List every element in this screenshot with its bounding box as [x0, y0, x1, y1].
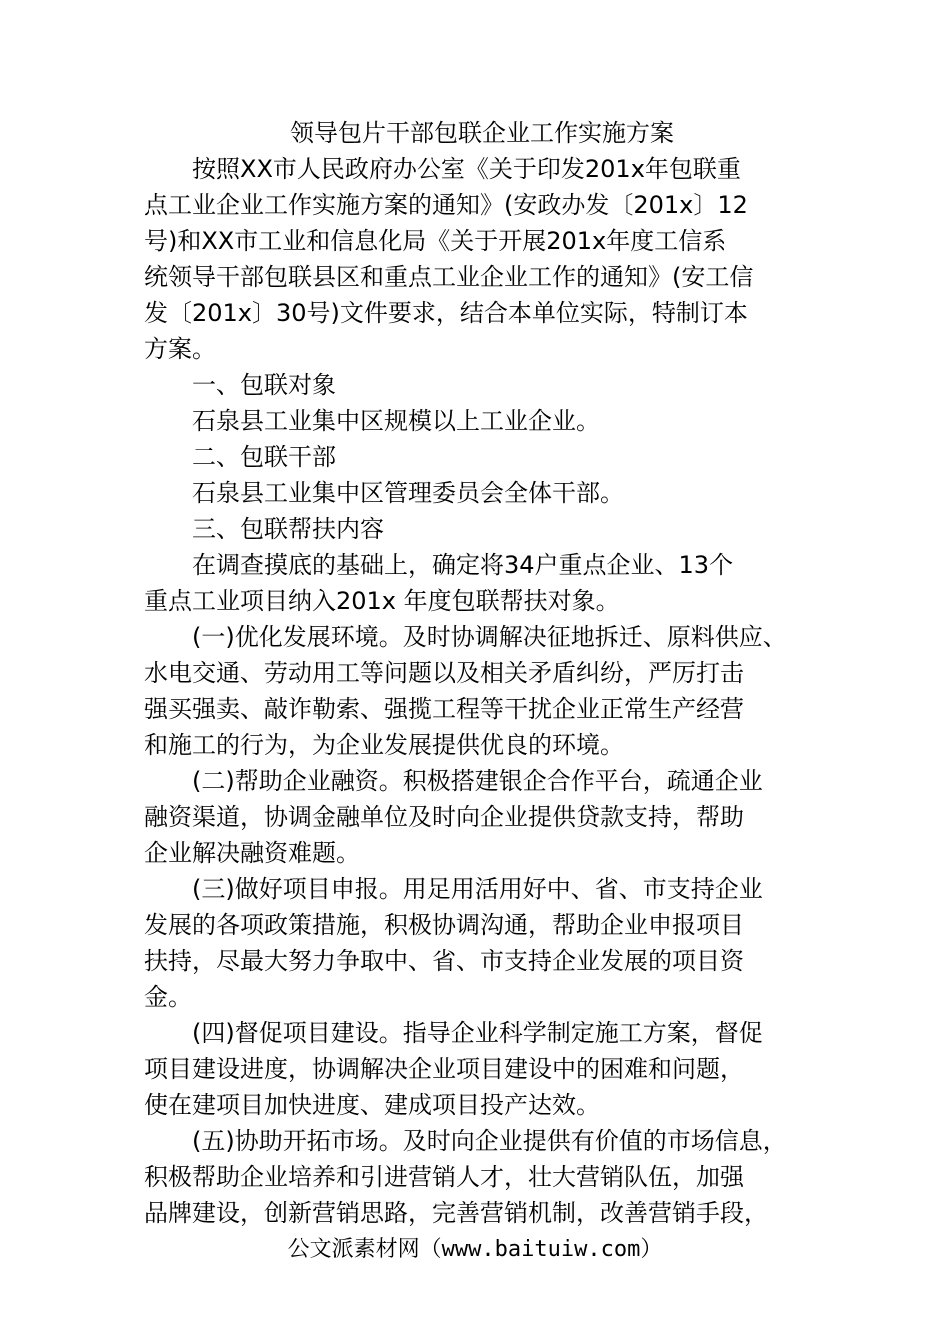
text-line: 融资渠道，协调金融单位及时向企业提供贷款支持，帮助 [144, 803, 744, 831]
footer-label: 公文派素材网 [287, 1237, 420, 1262]
text-line: 积极帮助企业培养和引进营销人才，壮大营销队伍，加强 [144, 1163, 744, 1191]
document-body [144, 115, 824, 1231]
item-5-paragraph [144, 1123, 824, 1231]
text-line: 强买强卖、敲诈勒索、强揽工程等干扰企业正常生产经营 [144, 695, 744, 723]
targets-paragraph [144, 403, 824, 439]
text-line: 石泉县工业集中区管理委员会全体干部。 [192, 479, 624, 507]
item-3-paragraph [144, 871, 824, 1015]
footer-site-link[interactable]: （www.baituiw.com） [419, 1237, 663, 1262]
text-line: 扶持，尽最大努力争取中、省、市支持企业发展的项目资 [144, 947, 744, 975]
text-line: 一、包联对象 [192, 371, 336, 399]
intro-paragraph [144, 151, 824, 367]
text-line: 三、包联帮扶内容 [192, 515, 384, 543]
document-title: 领导包片干部包联企业工作实施方案 [290, 119, 674, 147]
item-4-paragraph [144, 1015, 824, 1123]
section-heading-targets [144, 367, 824, 403]
text-line: 石泉县工业集中区规模以上工业企业。 [192, 407, 600, 435]
item-1-paragraph [144, 619, 824, 763]
cadres-paragraph [144, 475, 824, 511]
text-line: 企业解决融资难题。 [144, 839, 360, 867]
text-line: (四)督促项目建设。指导企业科学制定施工方案，督促 [192, 1019, 763, 1047]
text-line: 发展的各项政策措施，积极协调沟通，帮助企业申报项目 [144, 911, 744, 939]
text-line: (三)做好项目申报。用足用活用好中、省、市支持企业 [192, 875, 763, 903]
text-line: 在调查摸底的基础上，确定将34户重点企业、13个 [192, 551, 734, 579]
text-line: 项目建设进度，协调解决企业项目建设中的困难和问题， [144, 1055, 744, 1083]
content-intro-paragraph [144, 547, 824, 619]
text-line: 使在建项目加快进度、建成项目投产达效。 [144, 1091, 600, 1119]
text-line: (五)协助开拓市场。及时向企业提供有价值的市场信息， [192, 1127, 787, 1155]
item-2-paragraph [144, 763, 824, 871]
text-line: 和施工的行为，为企业发展提供优良的环境。 [144, 731, 624, 759]
text-line: 重点工业项目纳入201x 年度包联帮扶对象。 [144, 587, 620, 615]
text-line: 点工业企业工作实施方案的通知》(安政办发〔201x〕12 [144, 191, 748, 219]
text-line: 水电交通、劳动用工等问题以及相关矛盾纠纷，严厉打击 [144, 659, 744, 687]
text-line: 发〔201x〕30号)文件要求，结合本单位实际，特制订本 [144, 299, 748, 327]
section-heading-cadres [144, 439, 824, 475]
text-line: (一)优化发展环境。及时协调解决征地拆迁、原料供应、 [192, 623, 787, 651]
text-line: 方案。 [144, 335, 216, 363]
text-line: 品牌建设，创新营销思路，完善营销机制，改善营销手段， [144, 1199, 768, 1227]
section-heading-content [144, 511, 824, 547]
page-footer [0, 1235, 950, 1265]
text-line: 按照XX市人民政府办公室《关于印发201x年包联重 [192, 155, 741, 183]
text-line: 统领导干部包联县区和重点工业企业工作的通知》(安工信 [144, 263, 754, 291]
text-line: 金。 [144, 983, 192, 1011]
text-line: (二)帮助企业融资。积极搭建银企合作平台，疏通企业 [192, 767, 763, 795]
text-line: 号)和XX市工业和信息化局《关于开展201x年度工信系 [144, 227, 727, 255]
text-line: 二、包联干部 [192, 443, 336, 471]
